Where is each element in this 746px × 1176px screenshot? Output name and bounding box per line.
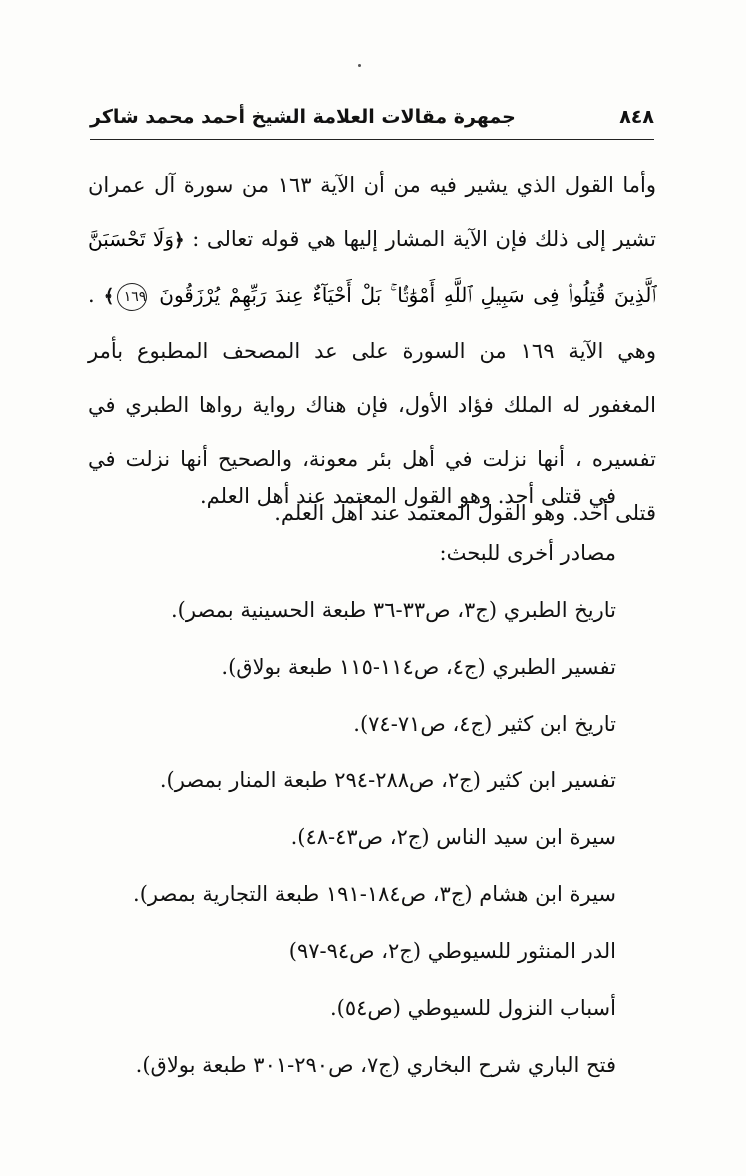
source-item: تاريخ الطبري (ج٣، ص٣٣-٣٦ طبعة الحسينية بمصر).	[171, 597, 616, 622]
source-item: تاريخ ابن كثير (ج٤، ص٧١-٧٤).	[353, 711, 616, 736]
quran-quote: وَلَا تَحْسَبَنَّ ٱلَّذِينَ قُتِلُوا۟ فِى سَبِيلِ ٱللَّهِ أَمْوَٰتًۢا ۚ بَلْ أَحْيَآءٌ عِندَ رَبِّهِمْ يُرْزَقُونَ	[88, 227, 656, 307]
source-item: الدر المنثور للسيوطي (ج٢، ص٩٤-٩٧)	[288, 939, 616, 964]
quote-open-bracket: ﴿	[173, 230, 185, 251]
sources-heading: مصادر أخرى للبحث:	[439, 540, 616, 565]
text-line: في قتلى أحد. وهو القول المعتمد عند أهل العلم.	[200, 484, 616, 508]
source-item: تفسير ابن كثير (ج٢، ص٢٨٨-٢٩٤ طبعة المنار بمصر).	[159, 768, 616, 793]
quote-close-bracket: ﴾	[103, 286, 115, 307]
page-number: ٨٤٨	[619, 106, 654, 128]
source-item: فتح الباري شرح البخاري (ج٧، ص٢٩٠-٣٠١ طبعة بولاق).	[135, 1052, 616, 1077]
page-header	[90, 100, 654, 134]
ayah-number-badge: ١٦٩	[117, 283, 147, 311]
paragraph-intro: وأما القول الذي يشير فيه من أن الآية ١٦٣ من سورة آل عمران تشير إلى ذلك فإن الآية المشار إليها هي قوله تعالى :	[88, 173, 657, 251]
header-rule	[90, 139, 654, 140]
sources-list	[88, 468, 616, 1094]
source-item: تفسير الطبري (ج٤، ص١١٤-١١٥ طبعة بولاق).	[221, 654, 616, 679]
source-item: أسباب النزول للسيوطي (ص٥٤).	[329, 996, 616, 1021]
print-dot	[358, 64, 361, 67]
source-item: سيرة ابن هشام (ج٣، ص١٨٤-١٩١ طبعة التجارية بمصر).	[133, 882, 616, 907]
paragraph-rest: . وهي الآية ١٦٩ من السورة على عد المصحف المطبوع بأمر المغفور له الملك فؤاد الأول، فإن هناك رواية رواها الطبري في تفسيره ، أنها نزلت في أهل بئر معونة، والصحيح أنها نزلت في قتلى أحد. وهو القول المعتمد عند أهل العلم.	[88, 283, 657, 525]
running-title: جمهرة مقالات العلامة الشيخ أحمد محمد شاكر	[90, 106, 516, 128]
source-item: سيرة ابن سيد الناس (ج٢، ص٤٣-٤٨).	[290, 825, 616, 850]
